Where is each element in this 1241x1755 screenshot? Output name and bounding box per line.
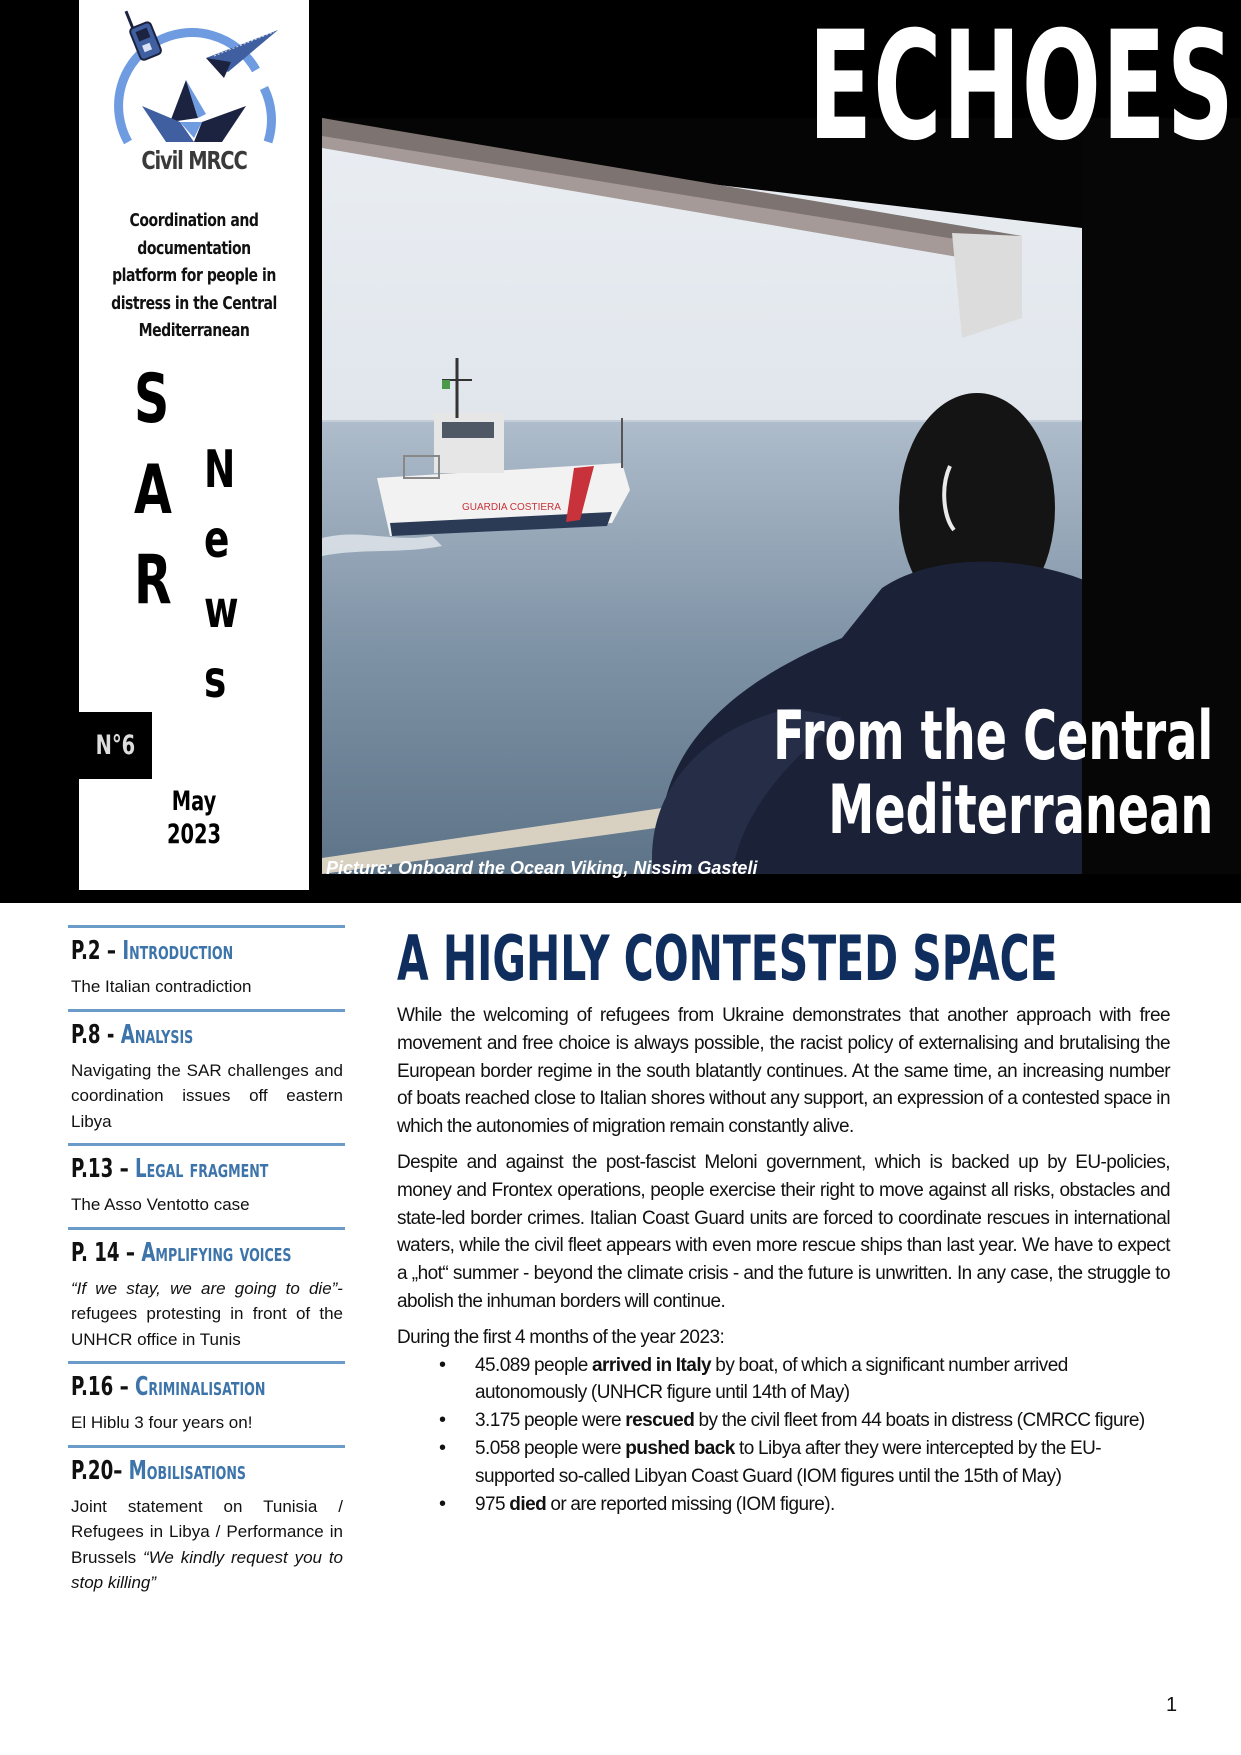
issue-number: N°6 [95,730,136,761]
list-item [475,1435,1170,1491]
issue-year: 2023 [166,819,222,850]
toc-description-text: - refugees protesting in front of the UNHCR office in Tunis [71,1278,343,1349]
toc-description-text: Joint statement on Tunisia / Refugees in Libya / Performance in Brussels [71,1496,343,1567]
article-paragraph: While the welcoming of refugees from Ukraine demonstrates that another approach with free movement and free choice is always possible, the racist policy of externalising and brutalising the European border regime in the south blatantly continues. At the same time, an increasing number of boats reached close to Italian shores without any support, an expression of a contested space in which the autonomies of migration remain constantly alive. [397,1005,1170,1138]
toc-page: P.20– [71,1455,129,1486]
article [397,922,1170,1518]
cover-subtitle [772,697,1213,850]
bullet-emphasis: rescued [625,1410,695,1432]
list-item [475,1407,1170,1435]
bullet-text: to Libya after they were intercepted by the EU-supported so-called Libyan Coast Guard (IOM figures until the 15th of May) [475,1437,1102,1487]
toc-section: Analysis [120,1019,194,1050]
toc-item-analysis[interactable] [68,1009,345,1135]
bullet-text: or are reported missing (IOM figure). [546,1493,835,1515]
sar-letter-r: R [134,541,172,620]
news-letter-s: s [204,650,227,710]
toc-description: El Hiblu 3 four years on! [71,1413,253,1432]
toc-heading [71,1152,351,1186]
toc-item-introduction[interactable] [68,925,345,1000]
toc-section: Introduction [122,936,234,966]
toc-item-mobilisations[interactable] [68,1445,345,1596]
toc-quote: “If we stay, we are going to die” [71,1278,338,1298]
toc-item-criminalisation[interactable] [68,1361,345,1436]
tagline-line: Mediterranean [138,320,250,341]
toc-description: Navigating the SAR challenges and coordination issues off eastern Libya [71,1060,343,1131]
toc-heading [71,934,351,968]
org-name: Civil MRCC [141,146,247,175]
bullet-text: 5.058 people were [475,1437,626,1459]
toc-page: P.16 – [71,1372,136,1402]
news-letter-n: N [204,440,236,500]
bullet-text: by boat, of which a significant number arrived autonomously (UNHCR figure until 14th of May) [475,1354,1068,1404]
issue-number-badge [79,712,152,779]
sar-letter-s: S [134,360,170,439]
toc-heading [71,1018,351,1052]
org-tagline [79,207,309,345]
news-letter-w: w [204,580,239,640]
toc-description: The Asso Ventotto case [71,1195,250,1214]
bullet-text: 3.175 people were [475,1410,626,1432]
toc-quote: “We kindly request you to stop killing” [71,1547,343,1592]
toc-section: Legal fragment [135,1154,269,1184]
news-letter-e: e [204,510,230,570]
svg-text:GUARDIA COSTIERA: GUARDIA COSTIERA [462,502,561,513]
toc-page: P.8 - [71,1019,121,1050]
article-paragraph: Despite and against the post-fascist Meloni government, which is backed up by EU-policies, money and Frontex operations, people exercise their right to move against all risks, obstacles and state-led border crimes. Italian Coast Guard units are forced to coordinate rescues in international waters, while the civil fleet appears with even more rescue ships than last year. We have to expect a „hot“ summer - beyond the climate crisis - and the future is unwritten. In any case, the struggle to abolish the inhuman borders will continue. [397,1151,1170,1312]
bullet-emphasis: arrived in Italy [592,1354,712,1376]
issue-month: May [171,786,217,817]
toc-heading [71,1236,351,1270]
list-item [475,1352,1170,1408]
toc-heading [71,1454,351,1488]
bullet-text: by the civil fleet from 44 boats in distress (CMRCC figure) [694,1410,1145,1432]
toc-item-amplifying-voices[interactable] [68,1227,345,1353]
cover-subtitle-line: Mediterranean [827,771,1213,850]
toc-item-legal-fragment[interactable] [68,1143,345,1218]
civil-mrcc-logo-icon [106,10,286,145]
statistics-list [397,1352,1170,1519]
tagline-line: documentation [137,237,251,259]
issue-date [79,785,309,851]
toc-page: P.2 – [71,936,123,966]
bullet-text: 975 [475,1493,510,1515]
list-intro: During the first 4 months of the year 2023: [397,1326,725,1348]
sar-letter-a: A [134,451,172,530]
tagline-line: distress in the Central [111,292,277,314]
tagline-line: Coordination and [129,210,259,231]
bullet-text: 45.089 people [475,1354,593,1376]
toc-page: P.13 – [71,1154,136,1184]
tagline-line: platform for people in [112,265,276,286]
toc-description [71,1494,345,1596]
cover-title: ECHOES [808,0,1235,174]
bullet-emphasis: pushed back [625,1437,735,1459]
toc-section: Criminalisation [135,1372,266,1402]
toc-description [71,1276,345,1353]
bullet-emphasis: died [509,1493,547,1515]
table-of-contents [68,925,345,1605]
toc-section: Amplifying voices [141,1237,292,1268]
page-number: 1 [1166,1694,1178,1716]
toc-heading [71,1370,351,1404]
article-title: A HIGHLY CONTESTED SPACE [397,922,1058,995]
photo-caption: Picture: Onboard the Ocean Viking, Nissim Gasteli [326,858,758,878]
list-item [475,1491,1170,1519]
cover-subtitle-line: From the Central [772,697,1213,776]
toc-page: P. 14 – [71,1237,142,1268]
toc-section: Mobilisations [128,1455,246,1486]
toc-description: The Italian contradiction [71,977,252,996]
